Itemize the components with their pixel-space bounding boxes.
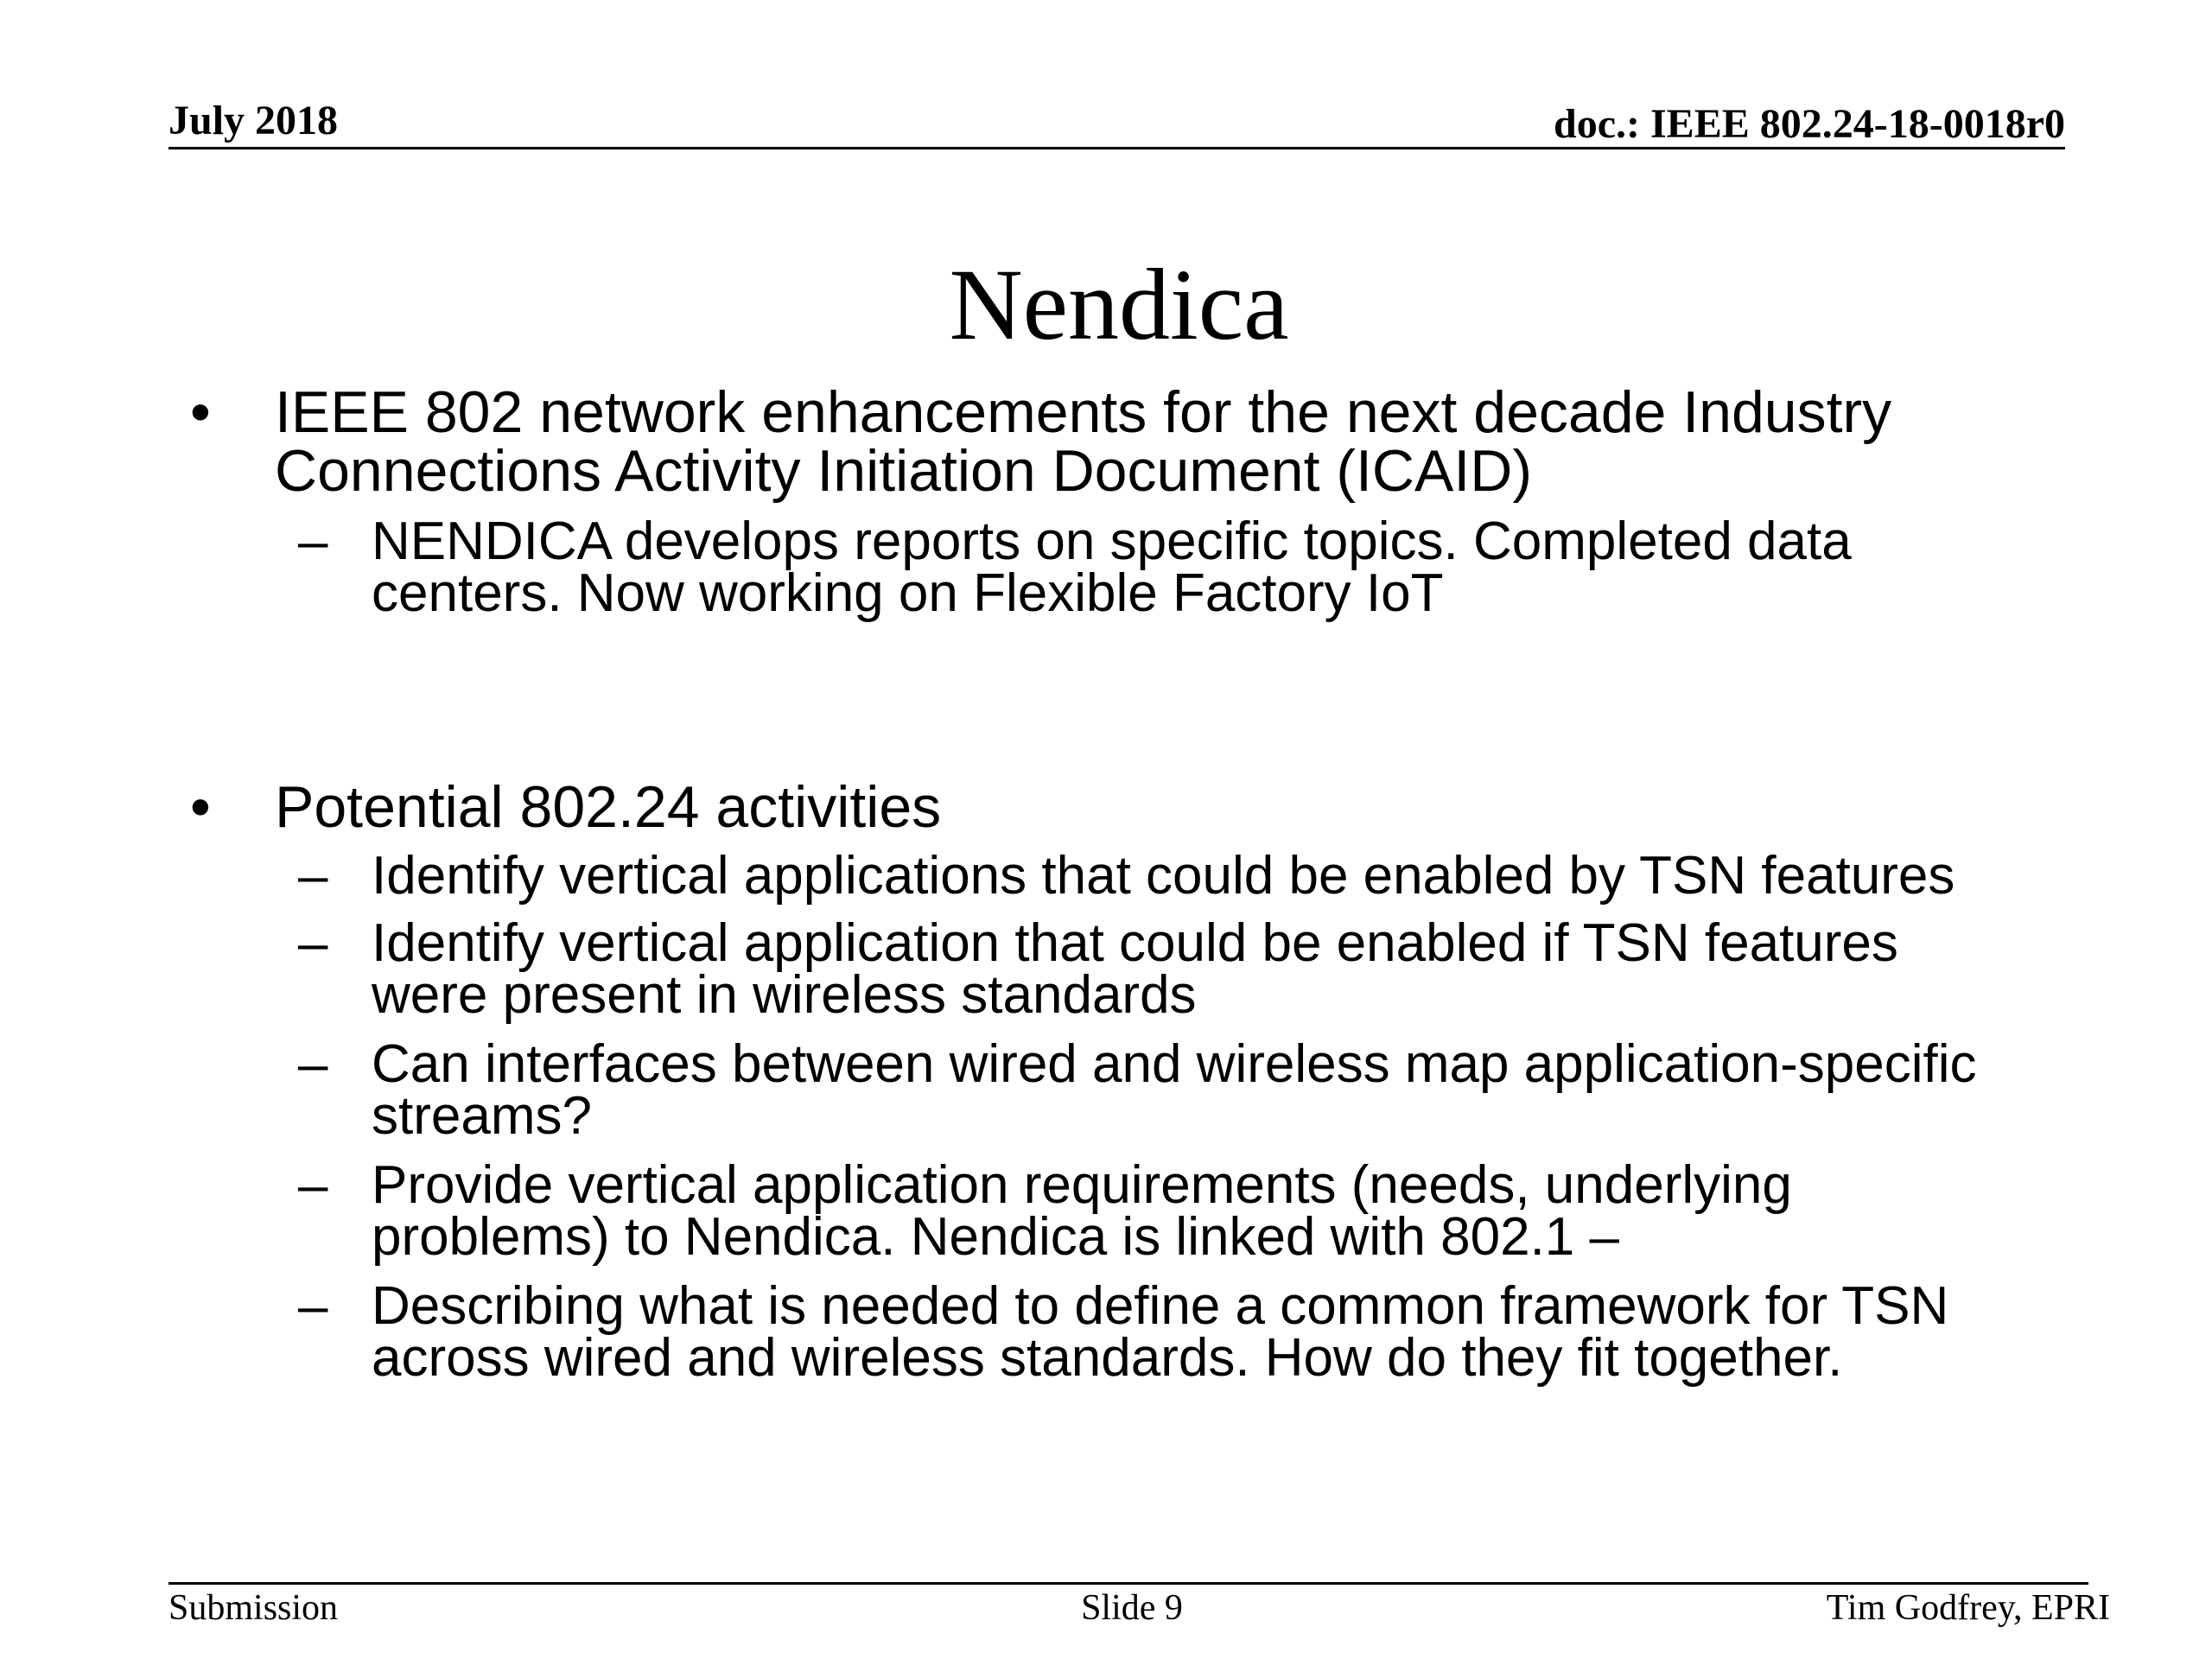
sub-bullet-2-5-line-1: Describing what is needed to define a common framework for TSN xyxy=(372,1276,1949,1336)
header-divider xyxy=(168,147,2065,149)
header-doc-id: doc.: IEEE 802.24-18-0018r0 xyxy=(1554,101,2065,147)
sub-bullet-2-2-line-2: were present in wireless standards xyxy=(372,965,1197,1025)
sub-bullet-marker: – xyxy=(298,913,328,973)
footer-author: Tim Godfrey, EPRI xyxy=(1826,1588,2110,1628)
sub-bullet-marker: – xyxy=(298,1155,328,1215)
sub-bullet-marker: – xyxy=(298,846,328,906)
header-date: July 2018 xyxy=(168,98,339,143)
sub-bullet-marker: – xyxy=(298,512,328,571)
sub-bullet-2-2-line-1: Identify vertical application that could be enabled if TSN features xyxy=(372,913,1898,973)
bullet-2-line-1: Potential 802.24 activities xyxy=(275,774,942,840)
bullet-1-line-2: Connections Activity Initiation Document (ICAID) xyxy=(275,438,1533,504)
sub-bullet-marker: – xyxy=(298,1276,328,1336)
footer-slide-number: Slide 9 xyxy=(1081,1588,1183,1628)
sub-bullet-2-1-line-1: Identify vertical applications that could be enabled by TSN features xyxy=(372,846,1955,906)
sub-bullet-1-1-line-2: centers. Now working on Flexible Factory IoT xyxy=(372,563,1444,623)
bullet-marker: • xyxy=(190,774,211,840)
footer-divider xyxy=(168,1582,2088,1585)
sub-bullet-2-3-line-2: streams? xyxy=(372,1086,592,1146)
sub-bullet-2-4-line-1: Provide vertical application requirements (needs, underlying xyxy=(372,1155,1792,1215)
sub-bullet-1-1-line-1: NENDICA develops reports on specific topics. Completed data xyxy=(372,512,1852,571)
bullet-1-line-1: IEEE 802 network enhancements for the next decade Industry xyxy=(275,379,1892,445)
sub-bullet-2-4-line-2: problems) to Nendica. Nendica is linked with 802.1 – xyxy=(372,1207,1619,1267)
footer-submission: Submission xyxy=(168,1588,339,1628)
sub-bullet-2-3-line-1: Can interfaces between wired and wireless map application-specific xyxy=(372,1034,1977,1094)
bullet-marker: • xyxy=(190,379,211,445)
sub-bullet-marker: – xyxy=(298,1034,328,1094)
sub-bullet-2-5-line-2: across wired and wireless standards. How do they fit together. xyxy=(372,1328,1843,1388)
slide-title: Nendica xyxy=(949,248,1289,361)
